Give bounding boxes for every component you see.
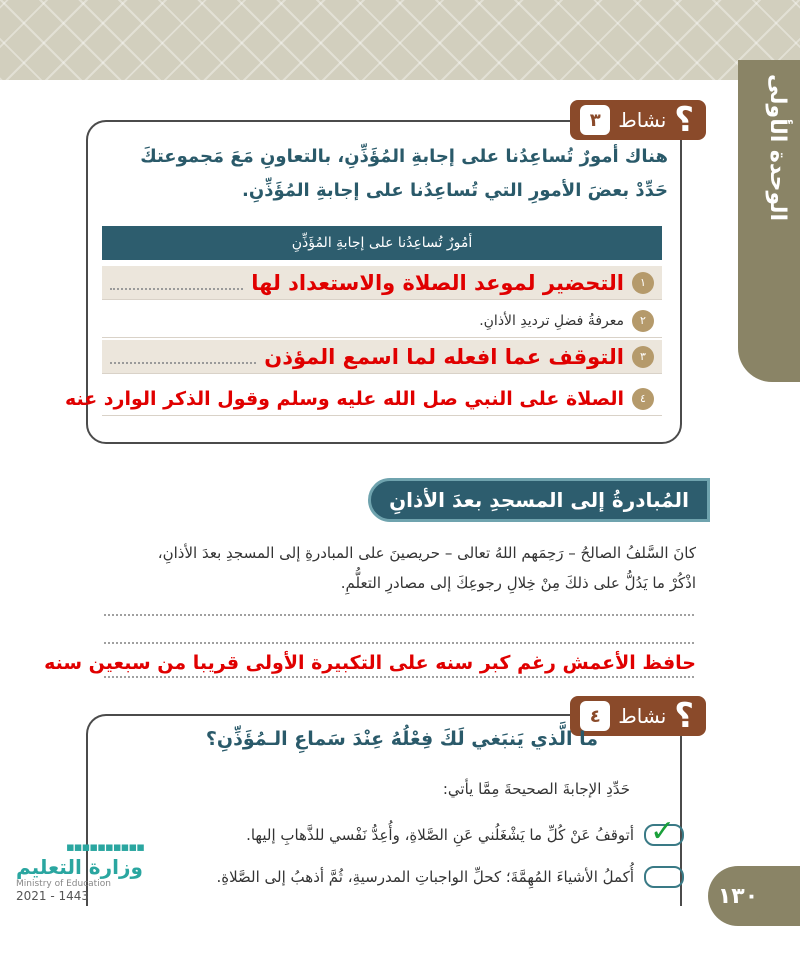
- dotted-answer-line: [104, 614, 694, 616]
- section-paragraph-line1: كانَ السَّلفُ الصالحُ – رَحِمَهم اللهُ تعالى – حريصينَ على المبادرةِ إلى المسجدِ بعدَ الأذانِ،: [157, 544, 696, 562]
- row-number-badge: ٤: [632, 388, 654, 410]
- dotted-answer-line: [104, 676, 694, 678]
- option-text: أتوقفُ عَنْ كُلِّ ما يَشْغَلُني عَنِ الصَّلاةِ، وأُعِدُّ نَفْسي للذَّهابِ إليها.: [246, 826, 634, 844]
- activity-4-number: ٤: [580, 701, 610, 731]
- section-paragraph: [96, 538, 696, 598]
- activity-3-instruction-line1: هناك أمورٌ تُساعِدُنا على إجابةِ المُؤَذِّنِ، بالتعاونِ مَعَ مَجموعتكَ: [140, 146, 668, 167]
- ministry-name-english: Ministry of Education: [16, 879, 111, 889]
- table-row: [102, 304, 662, 338]
- ministry-logo-mark-icon: ▪▪▪▪▪▪▪▪▪▪: [66, 840, 145, 855]
- header-pattern-band: [0, 0, 800, 80]
- row-text: معرفةُ فضلِ ترديدِ الأذانِ.: [479, 312, 624, 329]
- activity-4-label: نشاط: [618, 704, 667, 728]
- page-number: ١٣٠: [708, 866, 768, 926]
- ministry-name-arabic: وزارة التعليم: [16, 855, 143, 879]
- activity-3-number: ٣: [580, 105, 610, 135]
- activity-3-instruction: [108, 140, 668, 208]
- checkmark-icon: ✓: [650, 814, 676, 849]
- row-handwritten-answer: الصلاة على النبي صل الله عليه وسلم وقول الذكر الوارد عنه: [64, 387, 624, 410]
- row-number-badge: ٣: [632, 346, 654, 368]
- table-row: [102, 266, 662, 300]
- unit-side-tab: [738, 60, 800, 382]
- activity-3-instruction-line2: حَدِّدْ بعضَ الأمورِ التي تُساعِدُنا على إجابةِ المُؤَذِّنِ.: [242, 180, 668, 201]
- question-mark-icon: ؟: [674, 100, 694, 140]
- option-radio[interactable]: [644, 866, 684, 888]
- activity-3-label: نشاط: [618, 108, 667, 132]
- handwritten-answer: حافظ الأعمش رغم كبر سنه على التكبيرة الأولى قريبا من سبعين سنه: [44, 652, 696, 674]
- option-text: أُكملُ الأشياءَ المُهِمَّةَ؛ كحلِّ الواجباتِ المدرسيةِ، ثُمَّ أذهبُ إلى الصَّلاةِ.: [216, 868, 634, 886]
- answer-option[interactable]: [216, 866, 684, 888]
- dotted-answer-line: [110, 276, 243, 290]
- edition-year: 2021 - 1443: [16, 889, 90, 903]
- activity-3-table-header: أمُورٌ تُساعِدُنا على إجابةِ المُؤَذِّنِ: [102, 226, 662, 260]
- row-handwritten-answer: التوقف عما افعله لما اسمع المؤذن: [264, 344, 624, 369]
- question-mark-icon: ؟: [674, 696, 694, 736]
- table-row: [64, 382, 662, 416]
- option-radio[interactable]: [644, 814, 684, 849]
- table-row: [102, 340, 662, 374]
- activity-3-badge: [570, 100, 706, 140]
- row-number-badge: ٢: [632, 310, 654, 332]
- row-number-badge: ١: [632, 272, 654, 294]
- section-title: المُبادرةُ إلى المسجدِ بعدَ الأذانِ: [368, 478, 710, 522]
- section-paragraph-line2: اذْكُرْ ما يَدُلُّ على ذلكَ مِنْ خِلالِ رجوعِكَ إلى مصادرِ التعلُّمِ.: [340, 574, 696, 592]
- activity-4-question: ما الَّذي يَنبَغي لَكَ فِعْلُهُ عِنْدَ سَماعِ الـمُؤَذِّنِ؟: [205, 728, 598, 750]
- unit-label: الوحدة الأولى: [765, 74, 790, 222]
- row-handwritten-answer: التحضير لموعد الصلاة والاستعداد لها: [251, 270, 624, 295]
- ministry-logo: [16, 840, 176, 940]
- dotted-answer-line: [110, 350, 256, 364]
- dotted-answer-line: [104, 642, 694, 644]
- answer-option[interactable]: [246, 814, 684, 849]
- activity-4-instruction: حَدِّدِ الإجابةَ الصحيحةَ مِمَّا يأتي:: [442, 780, 630, 798]
